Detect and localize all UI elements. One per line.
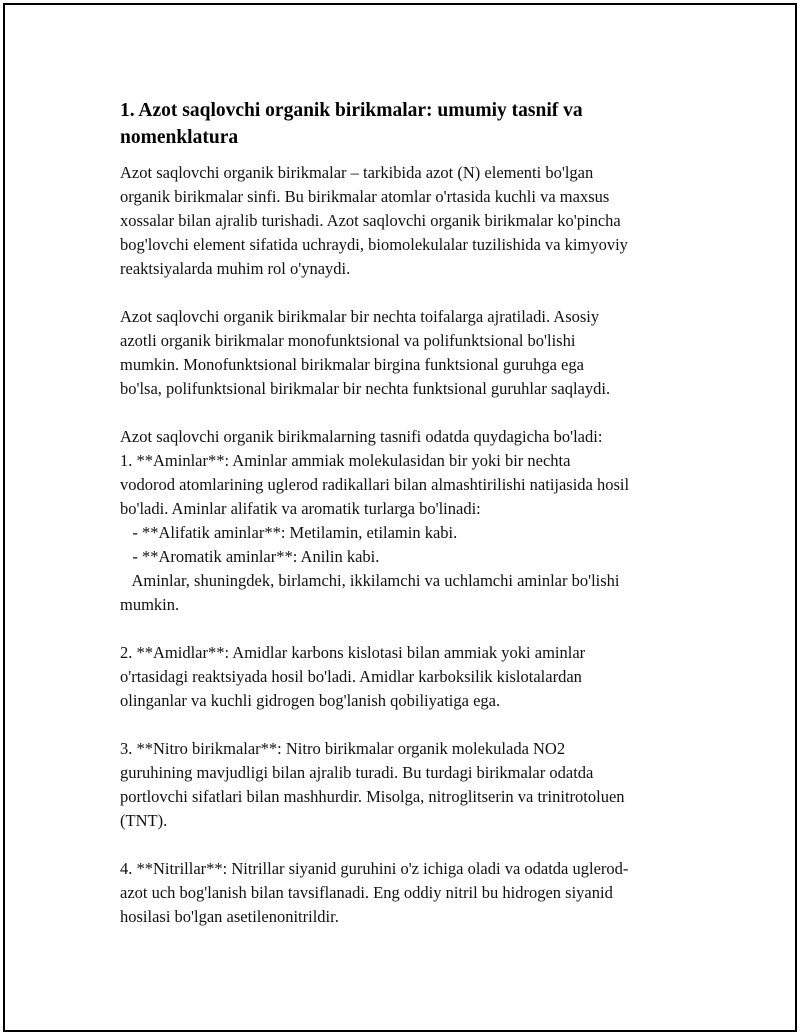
paragraph-amines: [120, 425, 700, 617]
document-title: [120, 97, 700, 151]
paragraph-amides: [120, 641, 700, 713]
text-line: 3. **Nitro birikmalar**: Nitro birikmalar organik molekulada NO2: [120, 739, 566, 758]
paragraph-nitriles: [120, 857, 700, 929]
text-line: 1. **Aminlar**: Aminlar ammiak molekulasidan bir yoki bir nechta: [120, 451, 571, 470]
text-line: bo'ladi. Aminlar alifatik va aromatik turlarga bo'linadi:: [120, 499, 481, 518]
paragraph-nitro: [120, 737, 700, 833]
text-line: o'rtasidagi reaktsiyada hosil bo'ladi. Amidlar karboksilik kislotalardan: [120, 667, 582, 686]
text-line: - **Alifatik aminlar**: Metilamin, etilamin kabi.: [120, 523, 458, 542]
paragraph-categories: [120, 305, 700, 401]
text-line: 4. **Nitrillar**: Nitrillar siyanid guruhini o'z ichiga oladi va odatda uglerod-: [120, 859, 629, 878]
title-line: 1. Azot saqlovchi organik birikmalar: umumiy tasnif va: [120, 100, 583, 121]
text-line: hosilasi bo'lgan asetilenonitrildir.: [120, 907, 339, 926]
document-body: [120, 97, 700, 953]
text-line: Azot saqlovchi organik birikmalar bir nechta toifalarga ajratiladi. Asosiy: [120, 307, 600, 326]
text-line: reaktsiyalarda muhim rol o'ynaydi.: [120, 259, 351, 278]
text-line: Azot saqlovchi organik birikmalarning tasnifi odatda quydagicha bo'ladi:: [120, 427, 603, 446]
text-line: - **Aromatik aminlar**: Anilin kabi.: [120, 547, 380, 566]
text-line: bo'lsa, polifunktsional birikmalar bir nechta funktsional guruhlar saqlaydi.: [120, 379, 611, 398]
text-line: vodorod atomlarining uglerod radikallari bilan almashtirilishi natijasida hosil: [120, 475, 630, 494]
text-line: mumkin.: [120, 595, 180, 614]
text-line: xossalar bilan ajralib turishadi. Azot saqlovchi organik birikmalar ko'pincha: [120, 211, 621, 230]
text-line: bog'lovchi element sifatida uchraydi, biomolekulalar tuzilishida va kimyoviy: [120, 235, 628, 254]
text-line: portlovchi sifatlari bilan mashhurdir. Misolga, nitroglitserin va trinitrotoluen: [120, 787, 625, 806]
text-line: 2. **Amidlar**: Amidlar karbons kislotasi bilan ammiak yoki aminlar: [120, 643, 586, 662]
text-line: guruhining mavjudligi bilan ajralib turadi. Bu turdagi birikmalar odatda: [120, 763, 594, 782]
page-frame: [3, 3, 797, 1032]
text-line: organik birikmalar sinfi. Bu birikmalar atomlar o'rtasida kuchli va maxsus: [120, 187, 610, 206]
text-line: olinganlar va kuchli gidrogen bog'lanish qobiliyatiga ega.: [120, 691, 501, 710]
paragraph-intro: [120, 161, 700, 281]
text-line: Azot saqlovchi organik birikmalar – tarkibida azot (N) elementi bo'lgan: [120, 163, 594, 182]
text-line: (TNT).: [120, 811, 168, 830]
text-line: azot uch bog'lanish bilan tavsiflanadi. Eng oddiy nitril bu hidrogen siyanid: [120, 883, 613, 902]
title-line: nomenklatura: [120, 127, 239, 148]
text-line: Aminlar, shuningdek, birlamchi, ikkilamchi va uchlamchi aminlar bo'lishi: [120, 571, 620, 590]
text-line: azotli organik birikmalar monofunktsional va polifunktsional bo'lishi: [120, 331, 576, 350]
text-line: mumkin. Monofunktsional birikmalar birgina funktsional guruhga ega: [120, 355, 584, 374]
